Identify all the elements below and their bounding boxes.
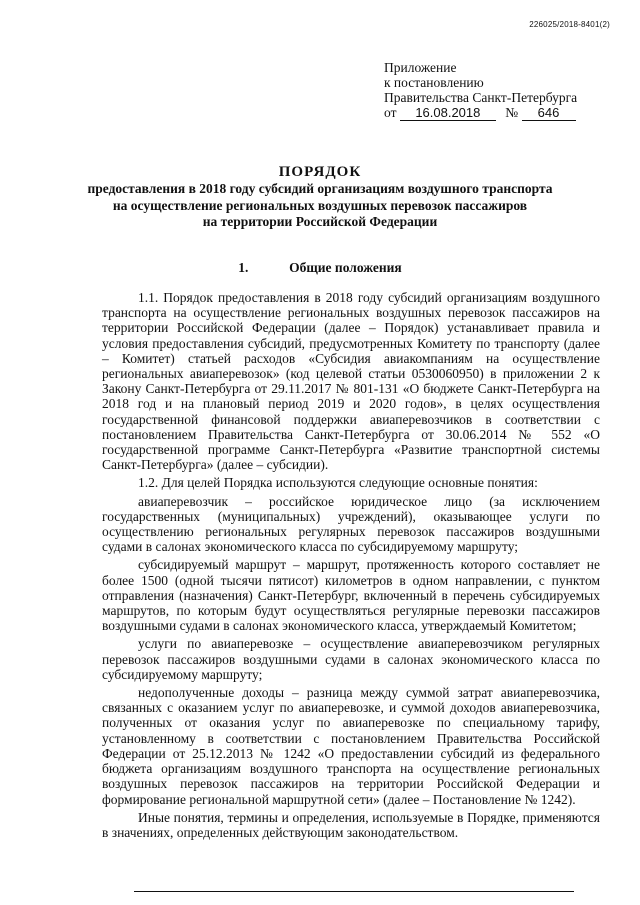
subtitle-line-3: на территории Российской Федерации xyxy=(202,214,438,229)
paragraph-1-2: 1.2. Для целей Порядка используются следующие основные понятия: xyxy=(138,475,538,491)
paragraph-other-terms: Иные понятия, термины и определения, используемые в Порядке, применяются в значениях, определенных действующим законодательством. xyxy=(102,809,600,840)
definition-route: субсидируемый маршрут – маршрут, протяженность которого составляет не более 1500 (одной тысячи пятисот) километров в одном направлении, с пунктом отправления (назначения) Санкт-Петербург, включенный в перечень субсидируемых маршрутов, по которым будут осуществляться регулярные перевозки пассажиров воздушными судами в салонах экономического класса, утверждаемый Комитетом; xyxy=(102,557,600,634)
appendix-line-2: к постановлению xyxy=(384,75,484,90)
appendix-date-row xyxy=(384,105,577,121)
definition-lost-income: недополученные доходы – разница между суммой затрат авиаперевозчика, связанных с оказанием услуг по авиаперевозке, и суммой доходов авиаперевозчика, полученных от оказания услуг по авиаперевозке по специальному тарифу, установленному в соответствии с постановлением Правительства Российской Федерации от 25.12.2013 № 1242 «О предоставлении субсидий из федерального бюджета организациям воздушного транспорта на осуществление региональных воздушных перевозок пассажиров на территории Российской Федерации и формирование региональной маршрутной сети» (далее – Постановление № 1242). xyxy=(102,685,600,807)
document-subtitle xyxy=(0,181,640,231)
footer-divider xyxy=(134,891,574,892)
appendix-line-3: Правительства Санкт-Петербурга xyxy=(384,90,578,105)
document-body xyxy=(102,290,600,840)
decree-date: 16.08.2018 xyxy=(400,106,496,121)
definition-carrier: авиаперевозчик – российское юридическое лицо (за исключением государственных (муниципальных) учреждений), оказывающее услуги по осуществлению региональных регулярных перевозок пассажиров воздушными судами в салонах экономического класса по субсидируемому маршруту; xyxy=(102,493,600,555)
decree-number: 646 xyxy=(522,106,576,121)
section-heading xyxy=(0,260,640,276)
document-number: 226025/2018-8401(2) xyxy=(529,20,610,29)
from-label: от xyxy=(384,105,397,120)
appendix-block xyxy=(384,60,577,121)
appendix-line-1: Приложение xyxy=(384,60,457,75)
definition-services: услуги по авиаперевозке – осуществление авиаперевозчиком регулярных перевозок пассажиров воздушными судами в салонах экономического класса по субсидируемому маршруту; xyxy=(102,636,600,682)
paragraph-1-1: 1.1. Порядок предоставления в 2018 году субсидий организациям воздушного транспорта на осуществление региональных воздушных перевозок пассажиров на территории Российской Федерации (далее – Порядок) устанавливает правила и условия предоставления субсидий, предусмотренных Комитету по транспорту (далее – Комитет) статьей расходов «Субсидия авиакомпаниям на осуществление региональных авиаперевозок» (код целевой статьи 0530060950) в приложении 2 к Закону Санкт-Петербурга от 29.11.2017 № 801-131 «О бюджете Санкт-Петербурга на 2018 год и на плановый период 2019 и 2020 годов», в целях осуществления государственной финансовой поддержки авиаперевозчиков в соответствии с постановлением Правительства Санкт-Петербурга от 30.06.2014 № 552 «О государственной программе Санкт-Петербурга «Развитие транспортной системы Санкт-Петербурга» (далее – субсидии). xyxy=(102,290,600,473)
section-number: 1. xyxy=(238,260,249,275)
section-title: Общие положения xyxy=(289,260,402,275)
subtitle-line-2: на осуществление региональных воздушных перевозок пассажиров xyxy=(112,197,528,213)
document-title: ПОРЯДОК xyxy=(278,164,362,180)
subtitle-line-1: предоставления в 2018 году субсидий организациям воздушного транспорта xyxy=(87,181,553,196)
number-label: № xyxy=(505,105,519,120)
